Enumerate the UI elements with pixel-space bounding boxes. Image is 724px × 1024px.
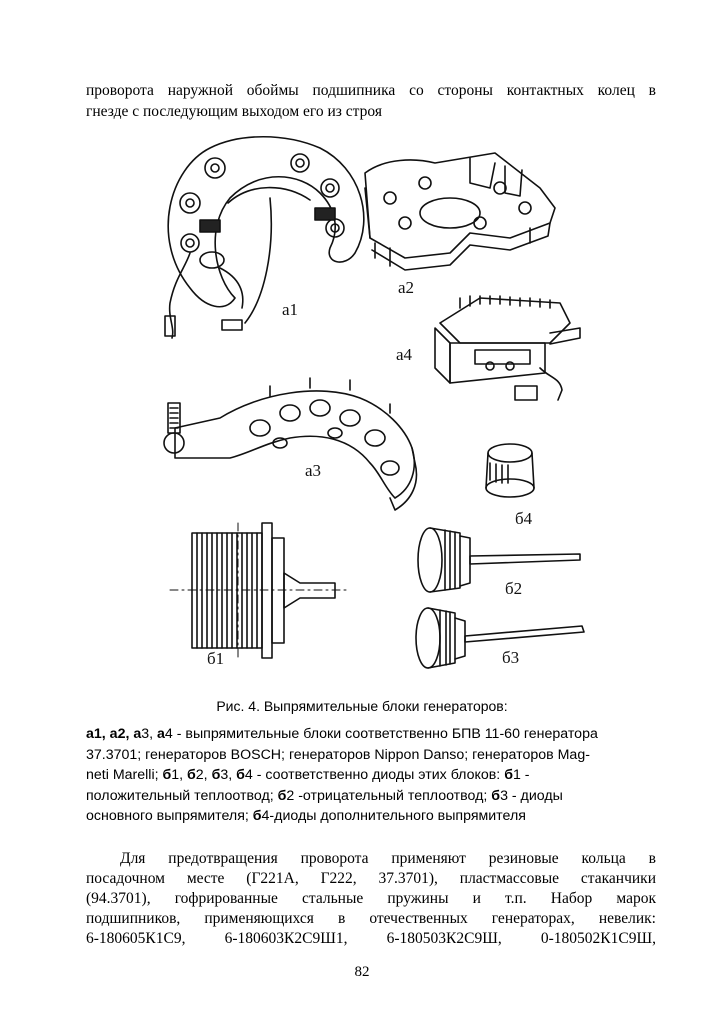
body-line-3: (94.3701), гофрированные стальные пружины и т.п. Набор марок: [86, 890, 656, 907]
rectifier-a2-illustration: [365, 153, 555, 270]
label-b3: б3: [502, 648, 520, 667]
label-b4: б4: [515, 509, 533, 528]
diode-b4-illustration: [486, 444, 534, 497]
rectifier-a3-illustration: [164, 378, 416, 510]
top-paragraph-line-2: гнезде с последующим выходом его из строя: [86, 103, 382, 120]
body-line-4: подшипников, применяющихся в отечественных генераторах, невелик:: [86, 910, 656, 927]
body-paragraph: [86, 849, 656, 949]
label-a2: а2: [398, 278, 415, 297]
label-a4: а4: [396, 345, 413, 364]
rectifier-figure: [150, 128, 600, 688]
body-line-2: посадочном месте (Г221А, Г222, 37.3701), пластмассовые стаканчики: [86, 870, 656, 887]
legend-line-2: 37.3701; генераторов BOSCH; генераторов Nippon Danso; генераторов Mag-: [86, 746, 590, 763]
legend-line-1: а1, а2, а3, а4 - выпрямительные блоки соответственно БПВ 11-60 генератора: [86, 726, 598, 742]
top-paragraph-line-1: проворота наружной обоймы подшипника со стороны контактных колец в: [86, 82, 656, 99]
legend-line-3: neti Marelli; б1, б2, б3, б4 - соответственно диоды этих блоков: б1 -: [86, 767, 530, 783]
body-line-5: 6-180605К1С9, 6-180603К2С9Ш1, 6-180503К2С9Ш, 0-180502К1С9Ш,: [86, 930, 656, 947]
label-b2: б2: [505, 579, 523, 598]
figure-legend: [86, 724, 656, 827]
legend-line-4: положительный теплоотвод; б2 -отрицательный теплоотвод; б3 - диоды: [86, 787, 563, 804]
label-a1: а1: [282, 300, 299, 319]
legend-line-5: основного выпрямителя; б4-диоды дополнительного выпрямителя: [86, 808, 526, 824]
page-number: 82: [354, 964, 370, 980]
label-a3: а3: [305, 461, 322, 480]
diode-b2-illustration: [418, 528, 580, 592]
figure-caption: Рис. 4. Выпрямительные блоки генераторов:: [216, 698, 508, 714]
label-b1: б1: [207, 649, 225, 668]
rectifier-a1-illustration: [165, 137, 364, 338]
diode-b3-illustration: [416, 608, 584, 668]
rectifier-a4-illustration: [435, 296, 580, 400]
diode-b1-illustration: [170, 523, 350, 658]
body-line-1: Для предотвращения проворота применяют резиновые кольца в: [120, 850, 656, 867]
